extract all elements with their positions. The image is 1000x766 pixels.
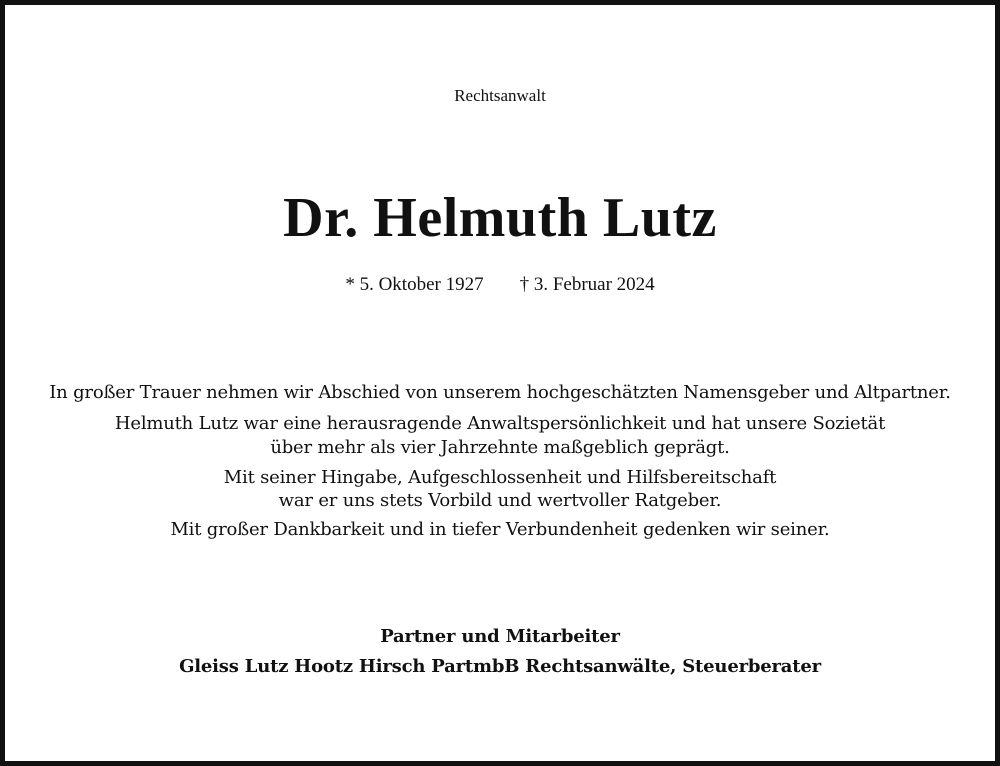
signature-line-1: Partner und Mitarbeiter bbox=[380, 626, 620, 647]
text-line-1: In großer Trauer nehmen wir Abschied von unserem hochgeschätzten Namensgeber und Altpartner. bbox=[49, 382, 951, 403]
deceased-name: Dr. Helmuth Lutz bbox=[283, 187, 717, 249]
text-line-6: Mit großer Dankbarkeit und in tiefer Verbundenheit gedenken wir seiner. bbox=[170, 519, 830, 540]
text-line-5: war er uns stets Vorbild und wertvoller Ratgeber. bbox=[278, 490, 722, 511]
birth-date: * 5. Oktober 1927 bbox=[345, 274, 484, 295]
text-line-4: Mit seiner Hingabe, Aufgeschlossenheit und Hilfsbereitschaft bbox=[223, 467, 777, 488]
text-line-3: über mehr als vier Jahrzehnte maßgeblich geprägt. bbox=[270, 437, 730, 458]
signature-line-2: Gleiss Lutz Hootz Hirsch PartmbB Rechtsanwälte, Steuerberater bbox=[179, 656, 821, 677]
death-date: † 3. Februar 2024 bbox=[519, 274, 655, 295]
text-line-2: Helmuth Lutz war eine herausragende Anwaltspersönlichkeit und hat unsere Sozietät bbox=[114, 413, 886, 434]
profession-label: Rechtsanwalt bbox=[454, 86, 546, 105]
life-dates bbox=[0, 274, 1000, 296]
